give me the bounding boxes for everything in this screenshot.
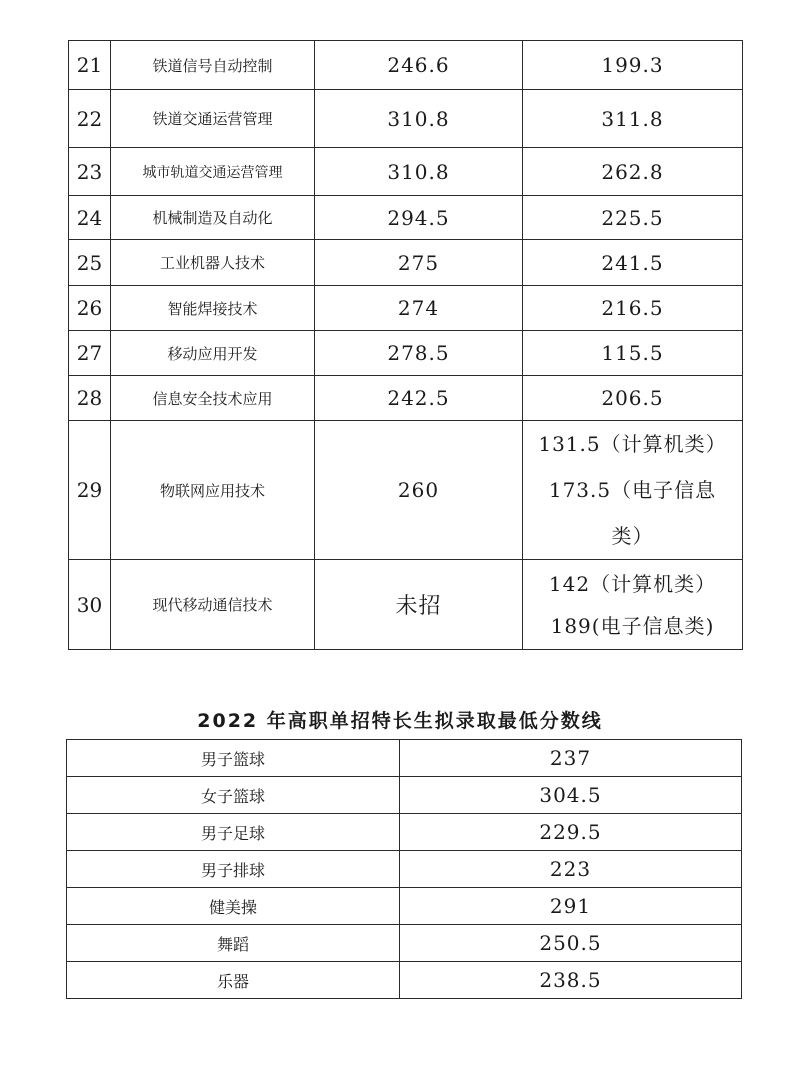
sport-name: 男子排球 bbox=[67, 851, 400, 888]
major-name: 智能焊接技术 bbox=[111, 286, 315, 331]
score-col3: 246.6 bbox=[315, 41, 523, 90]
major-name: 现代移动通信技术 bbox=[111, 560, 315, 650]
score-col4: 241.5 bbox=[523, 240, 743, 286]
row-number: 24 bbox=[69, 196, 111, 240]
table-row bbox=[69, 196, 743, 240]
specialty-table-title: 2022 年高职单招特长生拟录取最低分数线 bbox=[197, 710, 603, 732]
score-line: 142（计算机类） bbox=[548, 571, 717, 596]
table-row bbox=[69, 376, 743, 421]
sport-name: 健美操 bbox=[67, 888, 400, 925]
major-name: 信息安全技术应用 bbox=[111, 376, 315, 421]
table-row bbox=[67, 851, 742, 888]
min-score: 229.5 bbox=[400, 814, 742, 851]
table-row bbox=[69, 421, 743, 560]
sport-name: 男子篮球 bbox=[67, 740, 400, 777]
score-line: 173.5（电子信息 bbox=[548, 478, 717, 502]
table-row bbox=[69, 240, 743, 286]
score-col4: 225.5 bbox=[523, 196, 743, 240]
table-row bbox=[69, 148, 743, 196]
sport-name: 女子篮球 bbox=[67, 777, 400, 814]
score-col4: 262.8 bbox=[523, 148, 743, 196]
score-col3: 274 bbox=[315, 286, 523, 331]
score-col3: 278.5 bbox=[315, 331, 523, 376]
score-line: 189(电子信息类) bbox=[550, 613, 715, 638]
score-col3: 294.5 bbox=[315, 196, 523, 240]
sport-name: 舞蹈 bbox=[67, 925, 400, 962]
score-col3: 310.8 bbox=[315, 148, 523, 196]
score-col4: 311.8 bbox=[523, 90, 743, 148]
sport-name: 乐器 bbox=[67, 962, 400, 999]
major-name: 铁道交通运营管理 bbox=[111, 90, 315, 148]
table-row bbox=[67, 814, 742, 851]
row-number: 21 bbox=[69, 41, 111, 90]
row-number: 22 bbox=[69, 90, 111, 148]
score-col4: 216.5 bbox=[523, 286, 743, 331]
table-row bbox=[69, 90, 743, 148]
min-score: 291 bbox=[400, 888, 742, 925]
sport-name: 男子足球 bbox=[67, 814, 400, 851]
score-col4: 206.5 bbox=[523, 376, 743, 421]
score-col3: 242.5 bbox=[315, 376, 523, 421]
major-name: 铁道信号自动控制 bbox=[111, 41, 315, 90]
table-row bbox=[67, 925, 742, 962]
row-number: 29 bbox=[69, 421, 111, 560]
score-col3: 260 bbox=[315, 421, 523, 560]
table-row bbox=[67, 740, 742, 777]
min-score: 237 bbox=[400, 740, 742, 777]
row-number: 23 bbox=[69, 148, 111, 196]
table-row bbox=[67, 962, 742, 999]
major-name: 机械制造及自动化 bbox=[111, 196, 315, 240]
row-number: 28 bbox=[69, 376, 111, 421]
table-row bbox=[67, 888, 742, 925]
table-row bbox=[69, 41, 743, 90]
score-col3: 275 bbox=[315, 240, 523, 286]
min-score: 223 bbox=[400, 851, 742, 888]
row-number: 26 bbox=[69, 286, 111, 331]
score-col4-multiline bbox=[523, 421, 743, 560]
table-row bbox=[69, 331, 743, 376]
major-name: 工业机器人技术 bbox=[111, 240, 315, 286]
row-number: 30 bbox=[69, 560, 111, 650]
major-name: 物联网应用技术 bbox=[111, 421, 315, 560]
row-number: 27 bbox=[69, 331, 111, 376]
table-row bbox=[69, 286, 743, 331]
score-col4: 199.3 bbox=[523, 41, 743, 90]
score-col4: 115.5 bbox=[523, 331, 743, 376]
specialty-score-table bbox=[66, 739, 742, 999]
major-name: 移动应用开发 bbox=[111, 331, 315, 376]
major-name: 城市轨道交通运营管理 bbox=[111, 148, 315, 196]
score-col3: 310.8 bbox=[315, 90, 523, 148]
major-score-table bbox=[68, 40, 743, 650]
score-col4-multiline bbox=[523, 560, 743, 650]
row-number: 25 bbox=[69, 240, 111, 286]
score-line: 131.5（计算机类） bbox=[538, 432, 727, 456]
min-score: 250.5 bbox=[400, 925, 742, 962]
min-score: 304.5 bbox=[400, 777, 742, 814]
score-line: 类） bbox=[611, 524, 654, 548]
min-score: 238.5 bbox=[400, 962, 742, 999]
score-col3: 未招 bbox=[315, 560, 523, 650]
table-row bbox=[67, 777, 742, 814]
table-row bbox=[69, 560, 743, 650]
